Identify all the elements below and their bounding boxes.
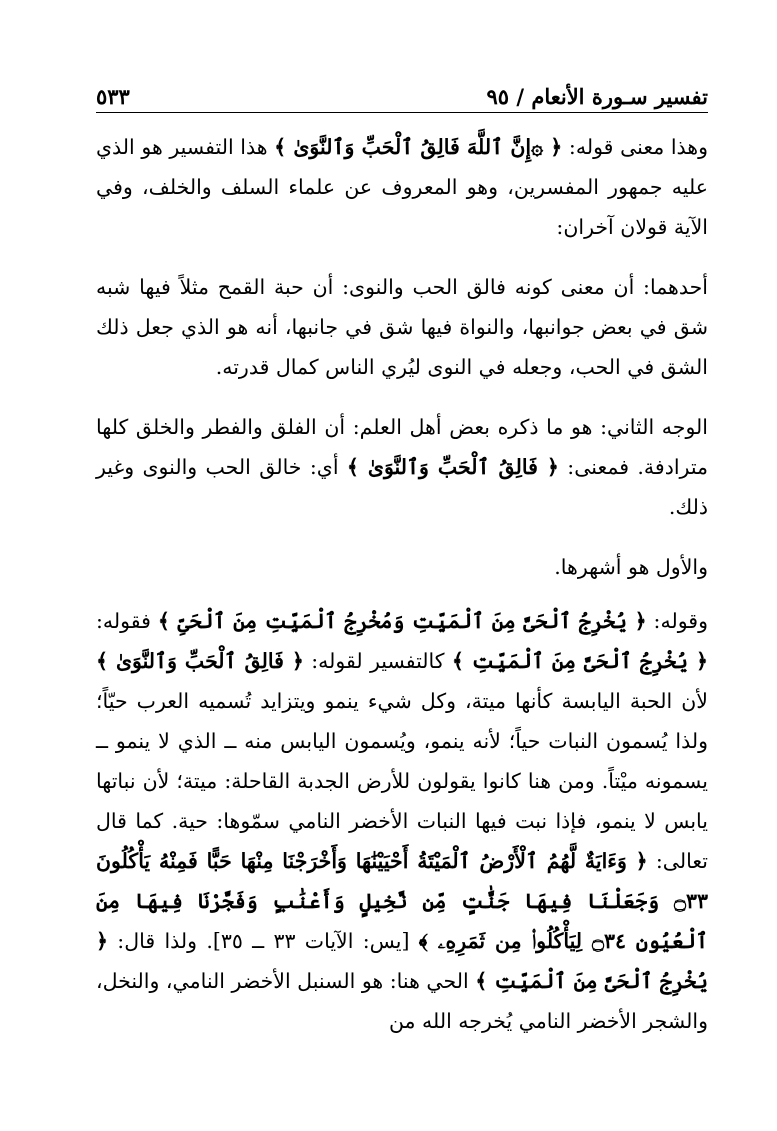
- quran-quote: ﴿ يُخْرِجُ ٱلْحَىَّ مِنَ ٱلْمَيِّتِ ﴾: [451, 649, 708, 673]
- quran-quote: ﴿ يُخْرِجُ ٱلْحَىَّ مِنَ ٱلْمَيِّتِ ﴾: [96, 929, 708, 993]
- paragraph-intro: [96, 127, 708, 247]
- quran-quote: ﴿ يُخْرِجُ ٱلْحَىَّ مِنَ ٱلْمَيِّتِ وَمُخْرِجُ ٱلْمَيِّتِ مِنَ ٱلْحَىِّ ﴾: [157, 609, 647, 633]
- header-rule: [96, 112, 708, 113]
- text-run: الحي هنا: هو السنبل الأخضر النامي، والنخل، والشجر الأخضر النامي يُخرجه الله من: [96, 969, 708, 1033]
- text-run: كالتفسير لقوله:: [303, 649, 452, 673]
- text-run: فقوله:: [96, 609, 158, 633]
- text-run: وقوله:: [646, 609, 708, 633]
- text-run: أحدهما: أن معنى كونه فالق الحب والنوى: أن حبة القمح مثلاً فيها شبه شق في بعض جوانبها، والنواة فيها شق في جانبها، أنه هو الذي جعل ذلك الشق في الحب، وجعله في النوى ليُري الناس كمال قدرته.: [96, 275, 708, 379]
- text-run: هذا التفسير هو الذي عليه جمهور المفسرين، وهو المعروف عن علماء السلف والخلف، وفي الآية قولان آخران:: [96, 135, 708, 239]
- text-run: [يس: الآيات ٣٣ ــ ٣٥]. ولذا قال:: [108, 929, 419, 953]
- text-run: وهذا معنى قوله:: [562, 135, 708, 159]
- quran-quote: ﴿ وَءَايَةٌ لَّهُمُ ٱلْأَرْضُ ٱلْمَيْتَةُ أَحْيَيْنَٰهَا وَأَخْرَجْنَا مِنْهَا حَبًّا فَمِنْهُ يَأْكُلُونَ ۝٣٣ وَجَعَلْنَا فِيهَا جَنَّٰتٍ مِّن نَّخِيلٍ وَأَعْنَٰبٍ وَفَجَّرْنَا فِيهَا مِنَ ٱلْعُيُونِ ۝٣٤ لِيَأْكُلُوا۟ مِن ثَمَرِهِۦ ﴾: [96, 849, 708, 953]
- text-run: الوجه الثاني: هو ما ذكره بعض أهل العلم: أن الفلق والفطر والخلق كلها مترادفة. فمعنى:: [96, 415, 708, 479]
- quran-quote: ﴿ فَالِقُ ٱلْحَبِّ وَٱلنَّوَىٰ ﴾: [346, 455, 559, 479]
- text-run: لأن الحبة اليابسة كأنها ميتة، وكل شيء ينمو ويتزايد تُسميه العرب حيّاً؛ ولذا يُسمون النبات حياً؛ لأنه ينمو، ويُسمون اليابس منه ــ الذي لا ينمو ــ يسمونه ميْتاً. ومن هنا كانوا يقولون للأرض الجدبة القاحلة: ميتة؛ لأن نباتها يابس لا ينمو، فإذا نبت فيها النبات الأخضر النامي سمّوها: حية. كما قال تعالى:: [96, 689, 708, 873]
- running-title: تفسير سـورة الأنعام / ٩٥: [486, 84, 708, 109]
- paragraph-commentary: [96, 601, 708, 1041]
- paragraph-conclusion: [96, 547, 708, 587]
- paragraph-first-view: [96, 267, 708, 387]
- text-run: والأول هو أشهرها.: [554, 555, 708, 579]
- page-number: ٥٣٣: [96, 84, 130, 109]
- page-header: [96, 78, 708, 112]
- quran-quote: ﴿ فَالِقُ ٱلْحَبِّ وَٱلنَّوَىٰ ﴾: [96, 649, 304, 673]
- quran-quote: ﴿ ۞إِنَّ ٱللَّهَ فَالِقُ ٱلْحَبِّ وَٱلنَّوَىٰ ﴾: [274, 135, 563, 159]
- text-run: أي: خالق الحب والنوى وغير ذلك.: [96, 455, 708, 519]
- paragraph-second-view: [96, 407, 708, 527]
- book-page: [96, 78, 708, 1041]
